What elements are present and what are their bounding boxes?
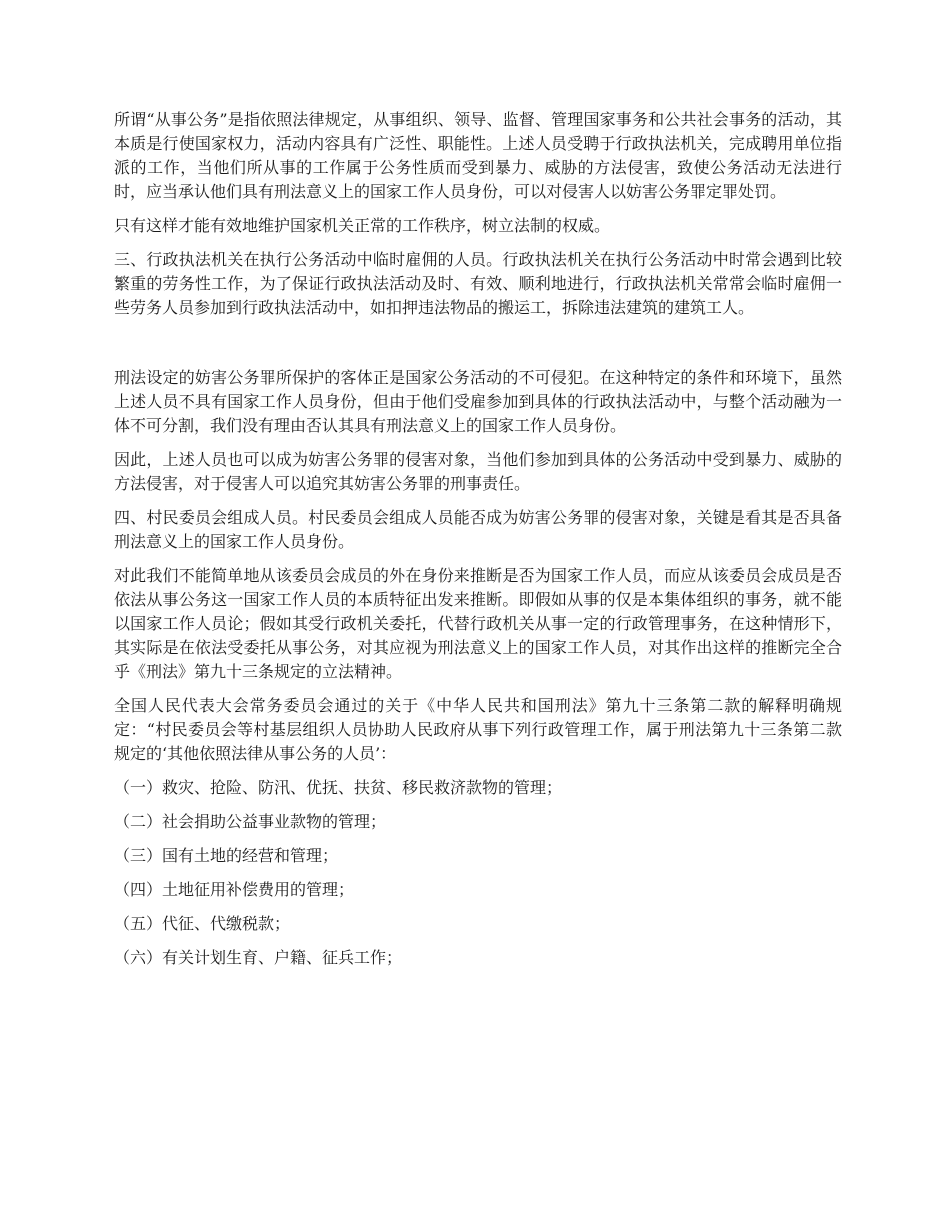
duty-list <box>114 776 842 970</box>
list-item: （五）代征、代缴税款； <box>114 914 291 933</box>
paragraph-maintain-order: 只有这样才能有效地维护国家机关正常的工作秩序，树立法制的权威。 <box>114 216 611 235</box>
document-page <box>114 108 842 980</box>
paragraph-gap <box>114 330 842 366</box>
list-item: （六）有关计划生育、户籍、征兵工作； <box>114 948 403 967</box>
paragraph-inference: 对此我们不能简单地从该委员会成员的外在身份来推断是否为国家工作人员，而应从该委员会成员是否依法从事公务这一国家工作人员的本质特征出发来推断。即假如从事的仅是本集体组织的事务，就不能以国家工作人员论；假如其受行政机关委托，代替行政机关从事一定的行政管理事务，在这种情形下，其实际是在依法受委托从事公务，对其应视为刑法意义上的国家工作人员，对其作出这样的推断完全合乎《刑法》第九十三条规定的立法精神。 <box>114 566 842 681</box>
paragraph-section-three: 三、行政执法机关在执行公务活动中临时雇佣的人员。行政执法机关在执行公务活动中时常会遇到比较繁重的劳务性工作，为了保证行政执法活动及时、有效、顺利地进行，行政执法机关常常会临时雇佣一些劳务人员参加到行政执法活动中，如扣押违法物品的搬运工，拆除违法建筑的建筑工人。 <box>114 250 842 317</box>
list-item: （一）救灾、抢险、防汛、优抚、扶贫、移民救济款物的管理； <box>114 778 563 797</box>
paragraph-public-duty-definition: 所谓“从事公务”是指依照法律规定，从事组织、领导、监督、管理国家事务和公共社会事务的活动，其本质是行使国家权力，活动内容具有广泛性、职能性。上述人员受聘于行政执法机关，完成聘用单位指派的工作，当他们所从事的工作属于公务性质而受到暴力、威胁的方法侵害，致使公务活动无法进行时，应当承认他们具有刑法意义上的国家工作人员身份，可以对侵害人以妨害公务罪定罪处罚。 <box>114 110 842 201</box>
paragraph-protected-object: 刑法设定的妨害公务罪所保护的客体正是国家公务活动的不可侵犯。在这种特定的条件和环境下，虽然上述人员不具有国家工作人员身份，但由于他们受雇参加到具体的行政执法活动中，与整个活动融为一体不可分割，我们没有理由否认其具有刑法意义上的国家工作人员身份。 <box>114 368 842 435</box>
list-item: （四）土地征用补偿费用的管理； <box>114 880 355 899</box>
list-item: （二）社会捐助公益事业款物的管理； <box>114 812 387 831</box>
paragraph-therefore: 因此，上述人员也可以成为妨害公务罪的侵害对象，当他们参加到具体的公务活动中受到暴力、威胁的方法侵害，对于侵害人可以追究其妨害公务罪的刑事责任。 <box>114 450 842 493</box>
paragraph-section-four: 四、村民委员会组成人员。村民委员会组成人员能否成为妨害公务罪的侵害对象，关键是看其是否具备刑法意义上的国家工作人员身份。 <box>114 508 842 551</box>
list-item: （三）国有土地的经营和管理； <box>114 846 339 865</box>
paragraph-npc-interpretation: 全国人民代表大会常务委员会通过的关于《中华人民共和国刑法》第九十三条第二款的解释明确规定：“村民委员会等村基层组织人员协助人民政府从事下列行政管理工作，属于刑法第九十三条第二款规定的‘其他依照法律从事公务的人员’： <box>114 696 842 763</box>
